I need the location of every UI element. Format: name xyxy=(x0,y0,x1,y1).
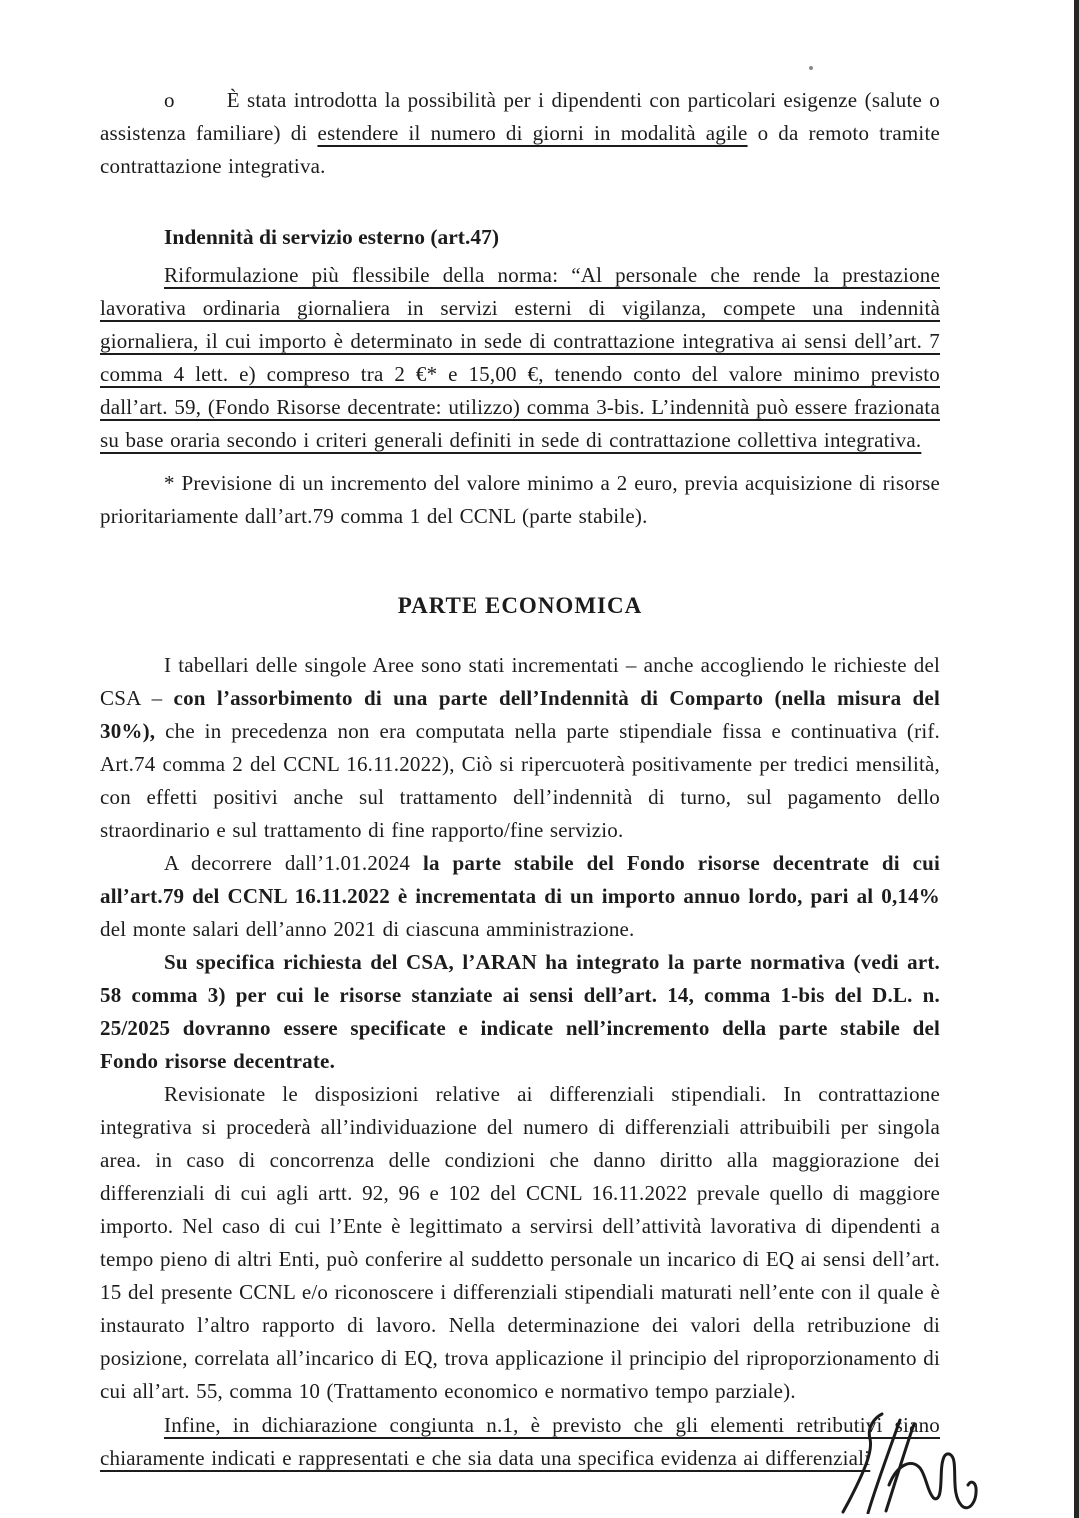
text-segment: Su specifica richiesta del CSA, l’ARAN ha integrato la parte normativa (vedi art. 58 comma 3) per cui le risorse stanziate ai sensi dell’art. 14, comma 1-bis del D.L. n. 25/2025 dovranno essere specificate e indicate nell’incremento della parte stabile del Fondo risorse decentrate. xyxy=(100,950,940,1073)
section-heading: PARTE ECONOMICA xyxy=(397,593,643,618)
text-segment: * Previsione di un incremento del valore minimo a 2 euro, previa acquisizione di risorse prioritariamente dall’art.79 comma 1 del CCNL (parte stabile). xyxy=(100,471,940,528)
text-segment: del monte salari dell’anno 2021 di ciascuna amministrazione. xyxy=(100,917,635,941)
paragraph xyxy=(100,259,940,457)
paragraph xyxy=(100,847,940,946)
paragraph xyxy=(100,946,940,1078)
text-segment: o da remoto tramite contrattazione integrativa. xyxy=(100,121,940,178)
text-segment: I tabellari delle singole Aree sono stati incrementati – anche accogliendo le richieste del CSA – xyxy=(100,653,940,710)
paragraph xyxy=(100,649,940,847)
signature-icon xyxy=(826,1400,982,1514)
text-segment: con l’assorbimento di una parte dell’Indennità di Comparto (nella misura del 30%), xyxy=(100,686,940,743)
handwritten-signature xyxy=(826,1400,982,1514)
document-body xyxy=(100,84,940,1475)
scan-speck xyxy=(809,66,813,70)
list-marker: o xyxy=(164,88,175,112)
paragraph xyxy=(100,1078,940,1408)
paragraph xyxy=(100,467,940,533)
text-segment: Revisionate le disposizioni relative ai differenziali stipendiali. In contrattazione integrativa si procederà all’individuazione del numero di differenziali attribuibili per singola area. in caso di concorrenza delle condizioni che danno diritto alla maggiorazione dei differenziali di cui agli artt. 92, 96 e 102 del CCNL 16.11.2022 prevale quello di maggiore importo. Nel caso di cui l’Ente è legittimato a servirsi dell’attività lavorativa di dipendenti a tempo pieno di altri Enti, può conferire al suddetto personale un incarico di EQ ai sensi dell’art. 15 del presente CCNL e/o riconoscere i differenziali stipendiali maturati nell’ente con il quale è instaurato l’altro rapporto di lavoro. Nella determinazione dei valori della retribuzione di posizione, correlata all’incarico di EQ, trova applicazione il principio del riproporzionamento di cui all’art. 55, comma 10 (Trattamento economico e normativo tempo parziale). xyxy=(100,1082,940,1403)
text-segment: estendere il numero di giorni in modalità agile xyxy=(317,121,748,145)
paragraph xyxy=(100,1409,940,1475)
text-segment: È stata introdotta la possibilità per i dipendenti con particolari esigenze (salute o assistenza familiare) di xyxy=(100,88,940,145)
text-segment: Riformulazione più flessibile della norma: “Al personale che rende la prestazione lavorativa ordinaria giornaliera in servizi esterni di vigilanza, compete una indennità giornaliera, il cui importo è determinato in sede di contrattazione integrativa ai sensi dell’art. 7 comma 4 lett. e) compreso tra 2 €* e 15,00 €, tenendo conto del valore minimo previsto dall’art. 59, (Fondo Risorse decentrate: utilizzo) comma 3-bis. L’indennità può essere frazionata su base oraria secondo i criteri generali definiti in sede di contrattazione collettiva integrativa. xyxy=(100,263,940,452)
text-segment: Infine, in dichiarazione congiunta n.1, è previsto che gli elementi retributivi siano chiaramente indicati e rappresentati e che sia data una specifica evidenza ai differenziali xyxy=(100,1413,940,1470)
scan-edge-artifact xyxy=(1074,0,1079,1518)
text-segment: la parte stabile del Fondo risorse decentrate di cui all’art.79 del CCNL 16.11.2022 è incrementata di un importo annuo lordo, pari al 0,14% xyxy=(100,851,941,908)
text-segment: che in precedenza non era computata nella parte stipendiale fissa e continuativa (rif. Art.74 comma 2 del CCNL 16.11.2022), Ciò si ripercuoterà positivamente per tredici mensilità, con effetti positivi anche sul trattamento dell’indennità di turno, sul pagamento dello straordinario e sul trattamento di fine rapporto/fine servizio. xyxy=(100,719,940,842)
text-segment: A decorrere dall’1.01.2024 xyxy=(164,851,423,875)
sub-heading: Indennità di servizio esterno (art.47) xyxy=(164,225,500,249)
bullet-paragraph xyxy=(100,84,940,183)
